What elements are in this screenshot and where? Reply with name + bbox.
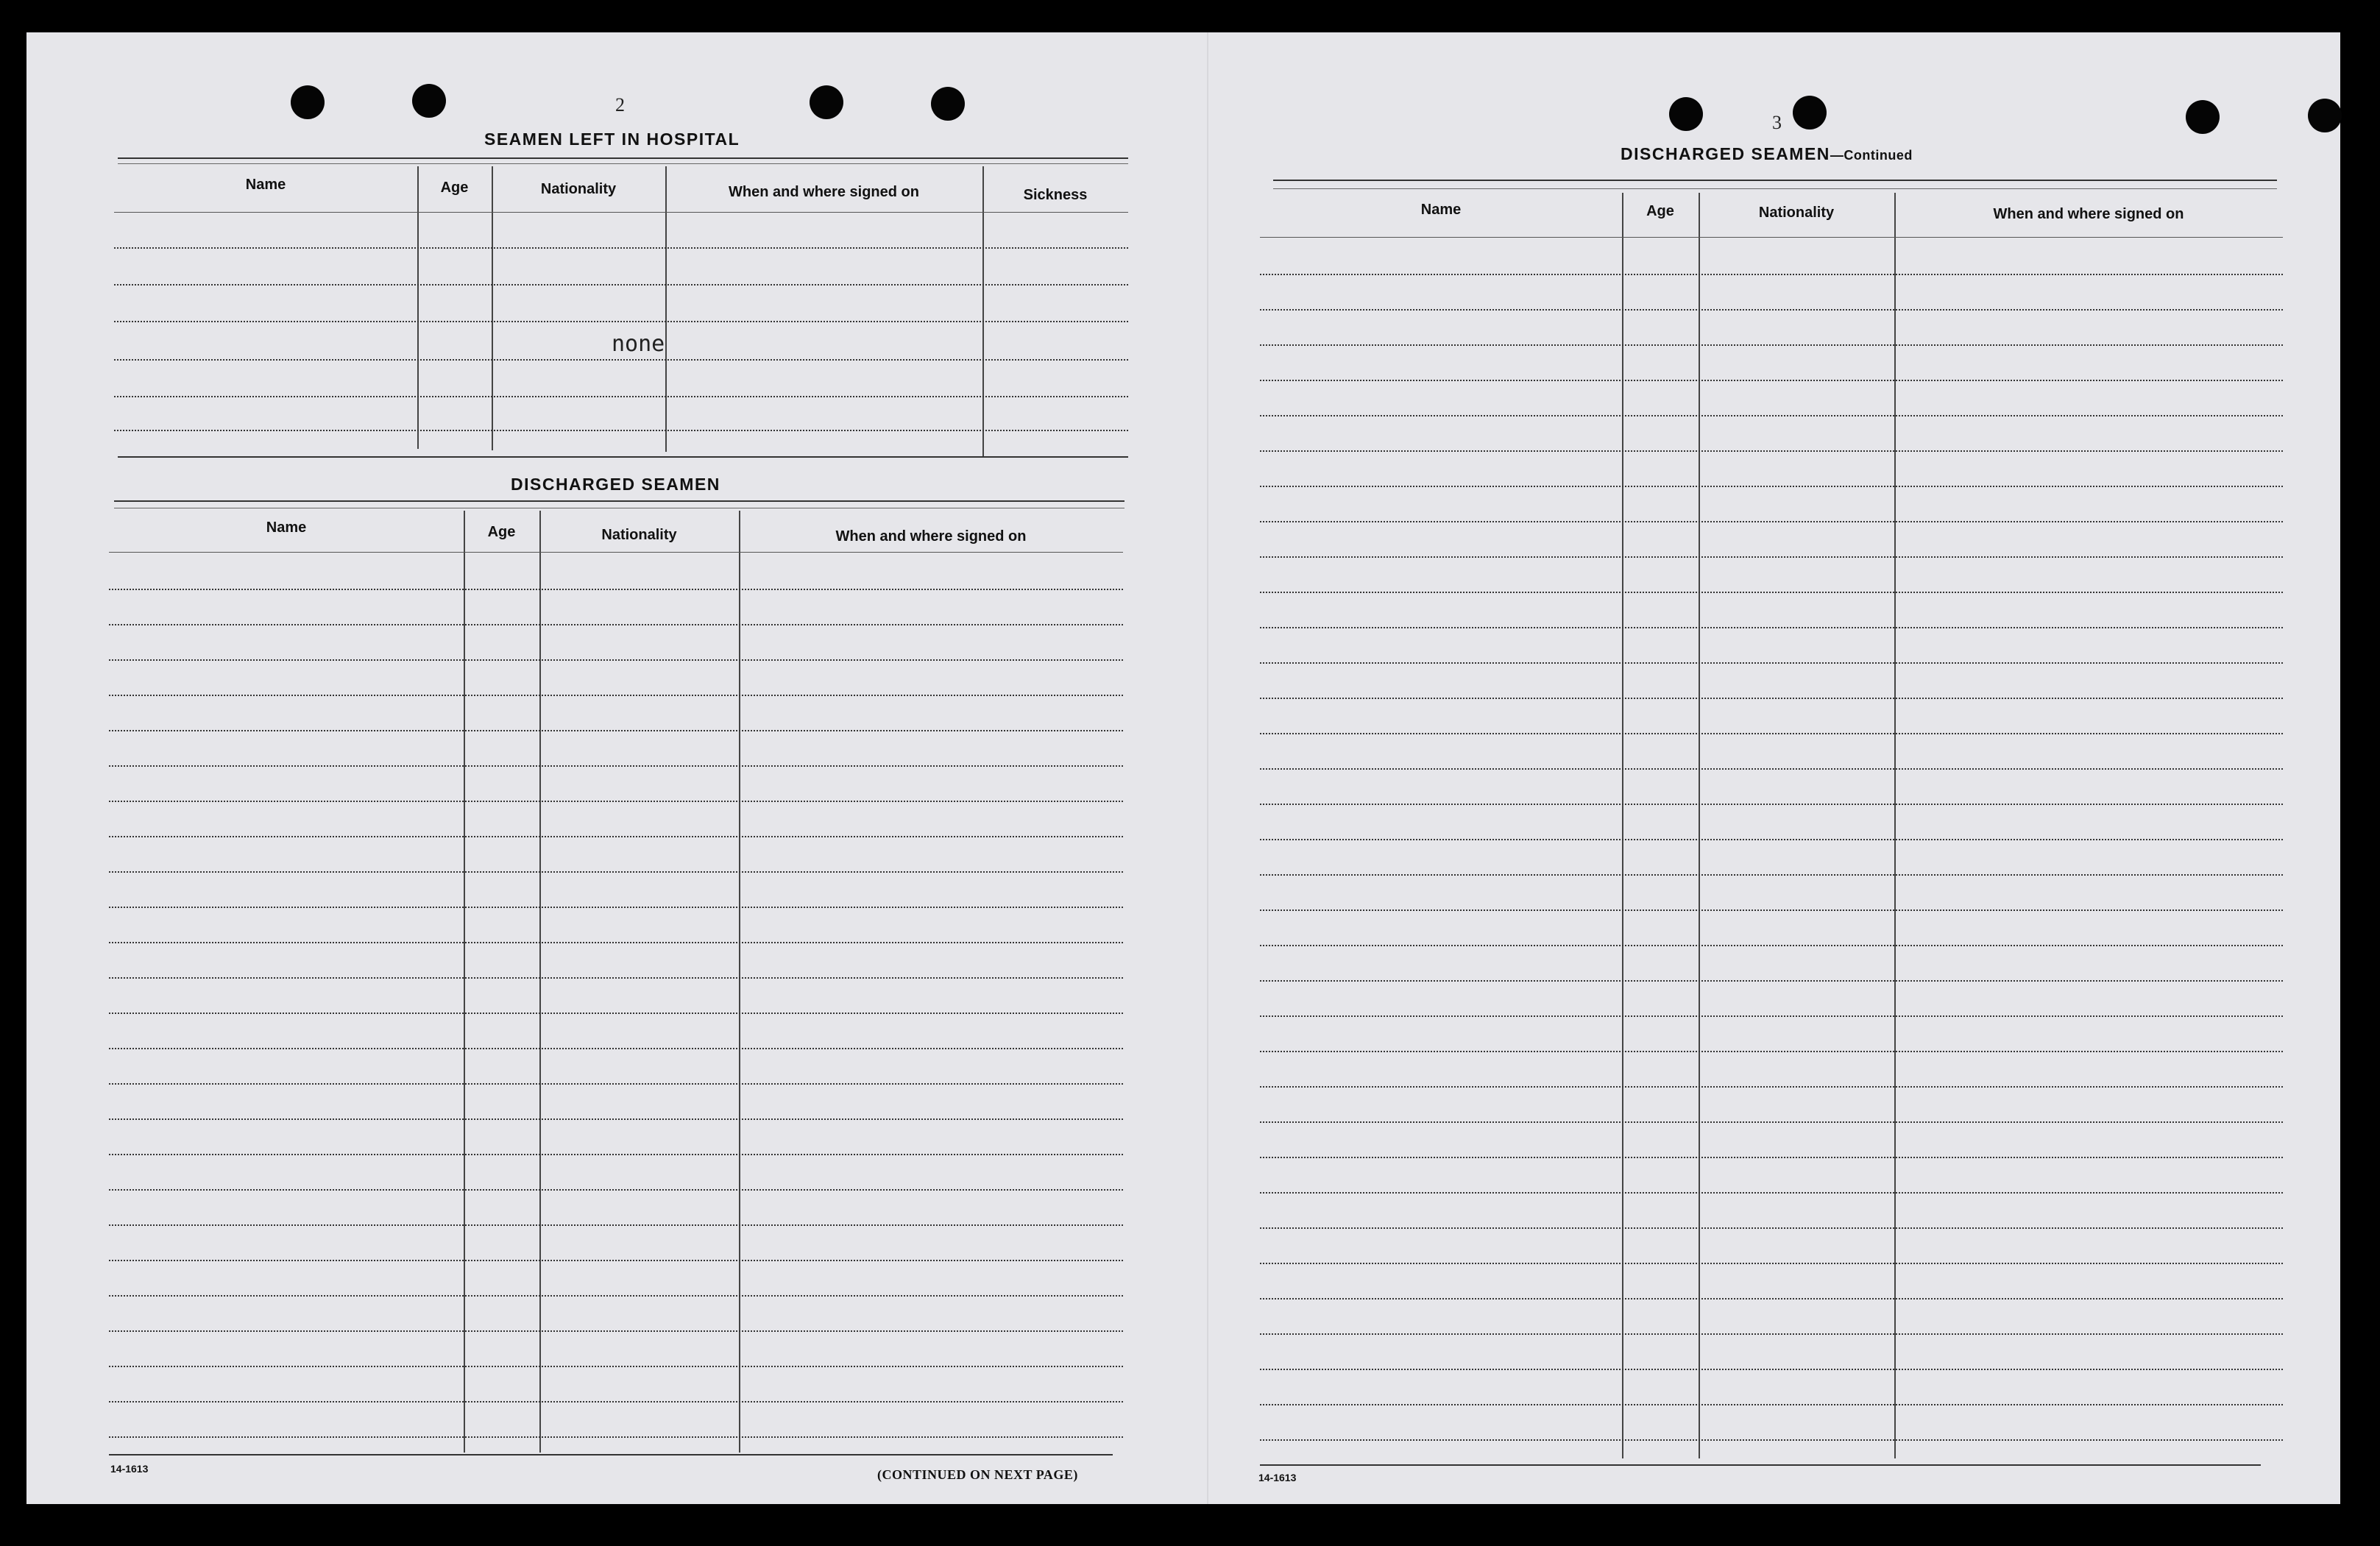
page-fold bbox=[1207, 32, 1208, 1504]
table-row bbox=[1260, 945, 2283, 946]
typed-entry: none bbox=[612, 331, 665, 357]
column-divider bbox=[539, 511, 541, 1453]
table-row bbox=[1260, 380, 2283, 381]
page-number: 2 bbox=[615, 94, 625, 116]
table-row bbox=[109, 1224, 1123, 1226]
column-header-age: Age bbox=[1646, 203, 1674, 219]
column-divider bbox=[417, 166, 419, 449]
punch-hole bbox=[1669, 97, 1703, 131]
column-divider bbox=[1894, 193, 1896, 1458]
table-row bbox=[1260, 1157, 2283, 1158]
column-header-sickness: Sickness bbox=[1023, 187, 1088, 203]
table-row bbox=[1260, 1051, 2283, 1052]
table-row bbox=[109, 942, 1123, 943]
discharged-table bbox=[109, 511, 1123, 1453]
column-header-nationality: Nationality bbox=[1758, 205, 1835, 221]
table-row bbox=[1260, 1227, 2283, 1229]
table-row bbox=[109, 1295, 1123, 1297]
column-header-signed-on: When and where signed on bbox=[729, 184, 919, 200]
table-row bbox=[1260, 980, 2283, 982]
hospital-table bbox=[114, 166, 1128, 452]
table-row bbox=[114, 284, 1128, 286]
divider bbox=[118, 163, 1128, 164]
table-row bbox=[1260, 627, 2283, 628]
column-divider bbox=[1699, 193, 1700, 1458]
table-row bbox=[1260, 486, 2283, 487]
table-row bbox=[1260, 344, 2283, 346]
title-main: DISCHARGED SEAMEN bbox=[1621, 144, 1830, 163]
table-row bbox=[1260, 1404, 2283, 1405]
punch-hole bbox=[2308, 99, 2342, 132]
form-number: 14-1613 bbox=[1258, 1472, 1297, 1483]
table-row bbox=[114, 430, 1128, 431]
table-row bbox=[1260, 450, 2283, 452]
table-row bbox=[109, 801, 1123, 802]
column-divider bbox=[739, 511, 740, 1453]
table-row bbox=[1260, 556, 2283, 558]
table-row bbox=[1260, 1192, 2283, 1194]
column-divider bbox=[982, 166, 984, 456]
column-header-age: Age bbox=[487, 524, 516, 540]
table-row bbox=[109, 1330, 1123, 1332]
table-row bbox=[109, 1366, 1123, 1367]
column-divider bbox=[464, 511, 465, 1453]
column-divider bbox=[1622, 193, 1623, 1458]
table-row bbox=[109, 907, 1123, 908]
divider bbox=[1260, 1464, 2261, 1466]
punch-hole bbox=[291, 85, 325, 119]
table-row bbox=[109, 1048, 1123, 1049]
table-row bbox=[1260, 768, 2283, 770]
hospital-section-title: SEAMEN LEFT IN HOSPITAL bbox=[484, 130, 740, 149]
table-row bbox=[1260, 1263, 2283, 1264]
header-underline bbox=[114, 212, 1128, 213]
page-number: 3 bbox=[1772, 112, 1782, 133]
table-row bbox=[109, 1118, 1123, 1120]
table-row bbox=[109, 765, 1123, 767]
table-row bbox=[1260, 1439, 2283, 1441]
table-row bbox=[1260, 592, 2283, 593]
table-row bbox=[1260, 274, 2283, 275]
table-row bbox=[109, 1154, 1123, 1155]
header-underline bbox=[1260, 237, 2283, 238]
discharged-continued-title bbox=[1621, 144, 1913, 164]
column-divider bbox=[665, 166, 667, 452]
divider bbox=[118, 456, 1128, 458]
discharged-continued-table bbox=[1260, 193, 2283, 1458]
table-row bbox=[1260, 804, 2283, 805]
table-row bbox=[114, 396, 1128, 397]
table-row bbox=[109, 695, 1123, 696]
table-row bbox=[1260, 698, 2283, 699]
table-row bbox=[109, 836, 1123, 837]
table-row bbox=[109, 1436, 1123, 1438]
table-row bbox=[109, 871, 1123, 873]
table-row bbox=[1260, 662, 2283, 664]
table-row bbox=[1260, 733, 2283, 734]
column-header-signed-on: When and where signed on bbox=[1993, 206, 2184, 222]
table-row bbox=[1260, 1086, 2283, 1088]
column-header-name: Name bbox=[1420, 202, 1462, 218]
discharged-section-title: DISCHARGED SEAMEN bbox=[511, 475, 720, 494]
table-row bbox=[1260, 1298, 2283, 1299]
table-row bbox=[1260, 1121, 2283, 1123]
table-row bbox=[1260, 839, 2283, 840]
table-row bbox=[109, 659, 1123, 661]
table-row bbox=[1260, 309, 2283, 311]
divider bbox=[114, 500, 1125, 502]
table-row bbox=[1260, 1333, 2283, 1335]
table-row bbox=[1260, 1015, 2283, 1017]
table-row bbox=[109, 1401, 1123, 1403]
table-row bbox=[1260, 521, 2283, 522]
table-row bbox=[109, 1083, 1123, 1085]
table-row bbox=[109, 624, 1123, 625]
column-header-age: Age bbox=[440, 180, 469, 196]
column-header-signed-on: When and where signed on bbox=[835, 528, 1027, 545]
table-row bbox=[109, 730, 1123, 731]
divider bbox=[1273, 180, 2277, 181]
punch-hole bbox=[810, 85, 843, 119]
continued-note: (CONTINUED ON NEXT PAGE) bbox=[877, 1467, 1078, 1482]
table-row bbox=[1260, 415, 2283, 416]
form-number: 14-1613 bbox=[110, 1463, 149, 1475]
header-underline bbox=[109, 552, 1123, 553]
punch-hole bbox=[931, 87, 965, 121]
table-row bbox=[109, 1189, 1123, 1191]
punch-hole bbox=[2186, 100, 2220, 134]
column-header-name: Name bbox=[266, 520, 307, 536]
table-row bbox=[114, 321, 1128, 322]
table-row bbox=[109, 1260, 1123, 1261]
divider bbox=[118, 157, 1128, 159]
table-row bbox=[1260, 1369, 2283, 1370]
table-row bbox=[1260, 874, 2283, 876]
divider bbox=[1273, 188, 2277, 189]
column-header-nationality: Nationality bbox=[540, 181, 617, 197]
divider bbox=[109, 1454, 1113, 1455]
table-row bbox=[114, 247, 1128, 249]
table-row bbox=[1260, 909, 2283, 911]
column-header-nationality: Nationality bbox=[601, 527, 677, 543]
table-row bbox=[109, 1013, 1123, 1014]
title-suffix: —Continued bbox=[1830, 148, 1913, 163]
punch-hole bbox=[412, 84, 446, 118]
table-row bbox=[109, 977, 1123, 979]
punch-hole bbox=[1793, 96, 1827, 130]
table-row bbox=[109, 589, 1123, 590]
column-divider bbox=[492, 166, 493, 450]
column-header-name: Name bbox=[245, 177, 286, 193]
table-row bbox=[114, 359, 1128, 361]
